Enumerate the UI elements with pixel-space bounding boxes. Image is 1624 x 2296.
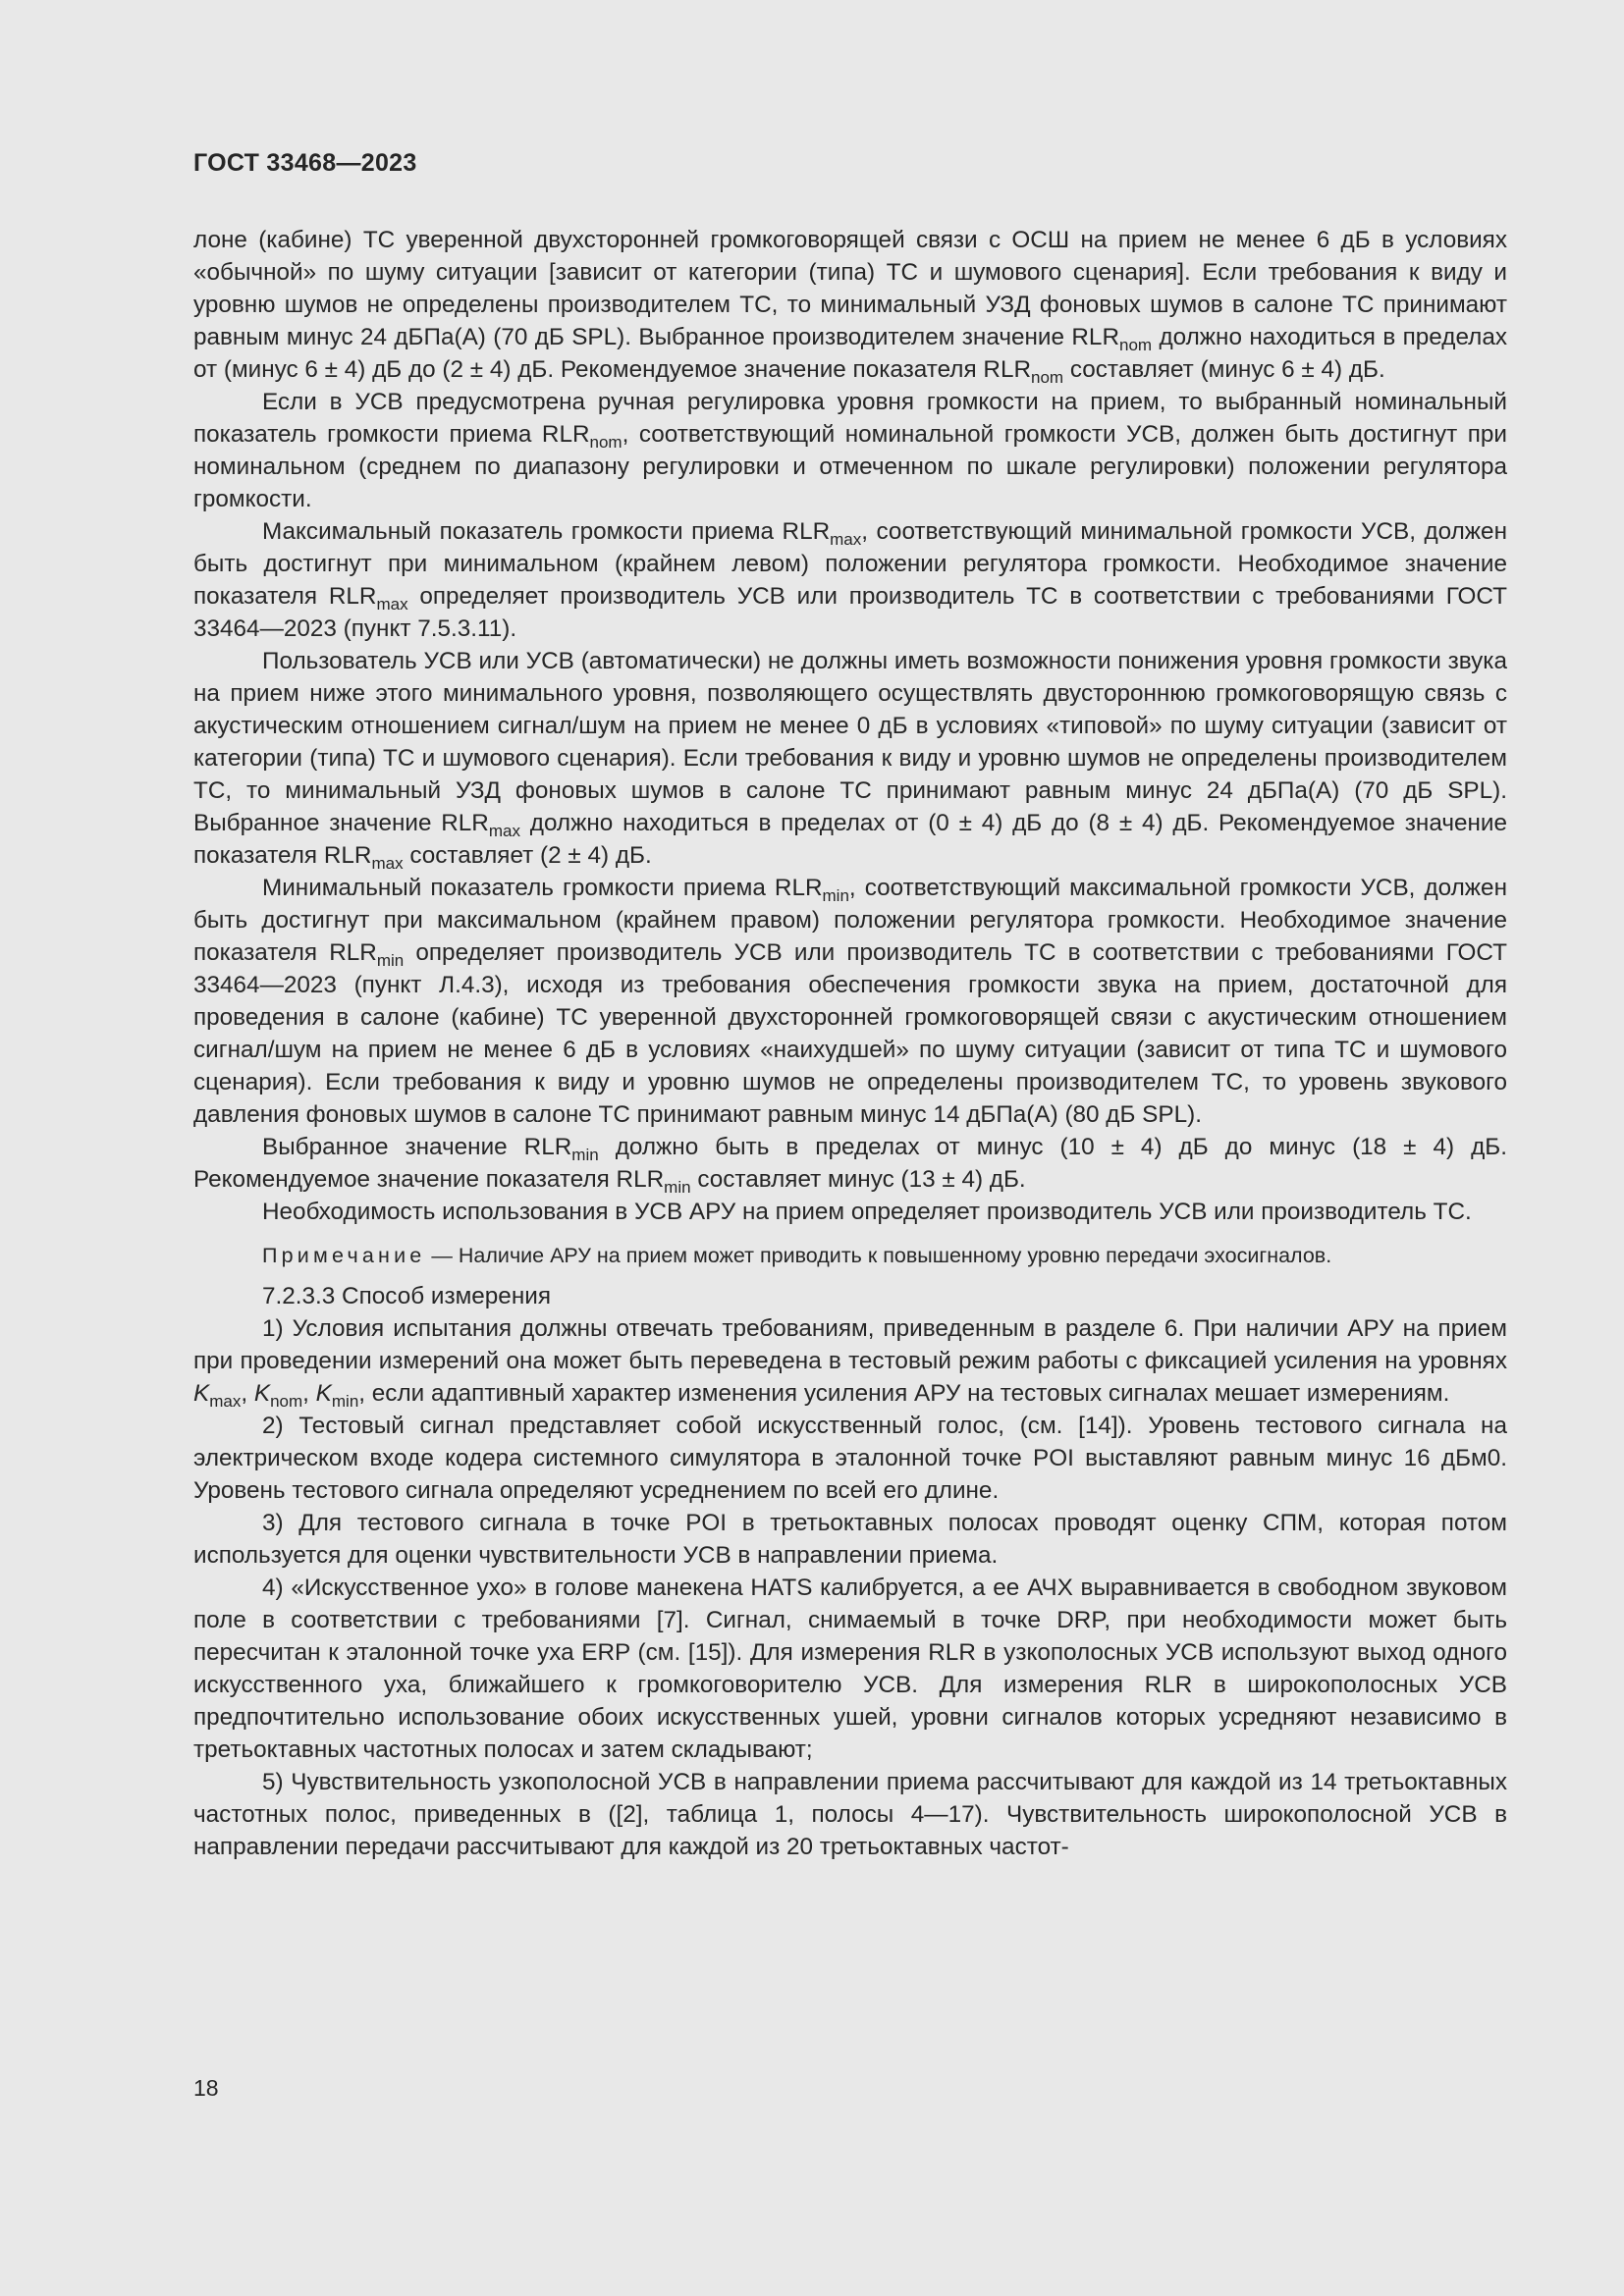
paragraph-6: Выбранное значение $RLR_{min}$ должно быть в пределах от минус (10 ± 4) дБ до минус (18 ± 4) дБ. Рекомендуемое значение показателя $RLR_{min}$ составляет минус (13 ± 4) дБ.: [193, 1134, 1507, 1197]
paragraph-4: Пользователь УСВ или УСВ (автоматически) не должны иметь возможности понижения уровня громкости звука на прием ниже этого минимального уровня, позволяющего осуществлять двустороннюю громкоговорящую связь с акустическим отношением сигнал/шум на прием не менее 0 дБ в условиях «типовой» по шуму ситуации (зависит от категории (типа) ТС и шумового сценария). Если требования к виду и уровню шумов не определены производителем ТС, то минимальный УЗД фоновых шумов в салоне ТС принимают равным минус 24 дБПа(А) (70 дБ SPL). Выбранное значение $RLR_{max}$ должно находиться в пределах от (0 ± 4) дБ до (8 ± 4) дБ. Рекомендуемое значение показателя $RLR_{max}$ составляет (2 ± 4) дБ.: [193, 648, 1507, 873]
document-header: ГОСТ 33468—2023: [193, 149, 417, 177]
list-item-1: 1) Условия испытания должны отвечать требованиям, приведенным в разделе 6. При наличии АРУ на прием при проведении измерений она может быть переведена в тестовый режим работы с фиксацией усиления на уровнях $K_{max}$, $K_{nom}$, $K_{min}$, если адаптивный характер изменения усиления АРУ на тестовых сигналах мешает измерениям.: [193, 1315, 1507, 1411]
paragraph-3: Максимальный показатель громкости приема $RLR_{max}$, соответствующий минимальной громкости УСВ, должен быть достигнут при минимальном (крайнем левом) положении регулятора громкости. Необходимое значение показателя $RLR_{max}$ определяет производитель УСВ или производитель ТС в соответствии с требованиями ГОСТ 33464—2023 (пункт 7.5.3.11).: [193, 518, 1507, 642]
page-body: [193, 224, 1507, 1863]
list-item-4: 4) «Искусственное ухо» в голове манекена HATS калибруется, а ее АЧХ выравнивается в свободном звуковом поле в соответствии с требованиями [7]. Сигнал, снимаемый в точке DRP, при необходимости может быть пересчитан к эталонной точке уха ERP (см. [15]). Для измерения RLR в узкополосных УСВ используют выход одного искусственного уха, ближайшего к громкоговорителю УСВ. Для измерения RLR в широкополосных УСВ предпочтительно использование обоих искусственных ушей, уровни сигналов которых усредняют независимо в третьоктавных частотных полосах и затем складывают;: [193, 1575, 1507, 1763]
page-number: 18: [193, 2075, 219, 2101]
paragraph-1: лоне (кабине) ТС уверенной двухсторонней громкоговорящей связи с ОСШ на прием не менее 6 дБ в условиях «обычной» по шуму ситуации [зависит от категории (типа) ТС и шумового сценария]. Если требования к виду и уровню шумов не определены производителем ТС, то минимальный УЗД фоновых шумов в салоне ТС принимают равным минус 24 дБПа(А) (70 дБ SPL). Выбранное производителем значение $RLR_{nom}$ должно находиться в пределах от (минус 6 ± 4) дБ до (2 ± 4) дБ. Рекомендуемое значение показателя $RLR_{nom}$ составляет (минус 6 ± 4) дБ.: [193, 227, 1507, 387]
note-label: Примечание: [262, 1244, 426, 1267]
note-text: — Наличие АРУ на прием может приводить к повышенному уровню передачи эхосигналов.: [425, 1244, 1332, 1267]
note: [193, 1240, 1507, 1272]
paragraph-7: Необходимость использования в УСВ АРУ на прием определяет производитель УСВ или производитель ТС.: [262, 1199, 1472, 1225]
section-heading: 7.2.3.3 Способ измерения: [262, 1283, 551, 1309]
list-item-3: 3) Для тестового сигнала в точке POI в третьоктавных полосах проводят оценку СПМ, которая потом используется для оценки чувствительности УСВ в направлении приема.: [193, 1510, 1507, 1569]
list-item-2: 2) Тестовый сигнал представляет собой искусственный голос, (см. [14]). Уровень тестового сигнала на электрическом входе кодера системного симулятора в эталонной точке POI выставляют равным минус 16 дБм0. Уровень тестового сигнала определяют усреднением по всей его длине.: [193, 1413, 1507, 1504]
list-item-5: 5) Чувствительность узкополосной УСВ в направлении приема рассчитывают для каждой из 14 третьоктавных частотных полос, приведенных в ([2], таблица 1, полосы 4—17). Чувствительность широкополосной УСВ в направлении передачи рассчитывают для каждой из 20 третьоктавных частот-: [193, 1769, 1507, 1860]
paragraph-5: Минимальный показатель громкости приема $RLR_{min}$, соответствующий максимальной громкости УСВ, должен быть достигнут при максимальном (крайнем правом) положении регулятора громкости. Необходимое значение показателя $RLR_{min}$ определяет производитель УСВ или производитель ТС в соответствии с требованиями ГОСТ 33464—2023 (пункт Л.4.3), исходя из требования обеспечения громкости звука на прием, достаточной для проведения в салоне (кабине) ТС уверенной двухсторонней громкоговорящей связи с акустическим отношением сигнал/шум на прием не менее 6 дБ в условиях «наихудшей» по шуму ситуации (зависит от типа ТС и шумового сценария). Если требования к виду и уровню шумов не определены производителем ТС, то уровень звукового давления фоновых шумов в салоне ТС принимают равным минус 14 дБПа(А) (80 дБ SPL).: [193, 875, 1507, 1128]
paragraph-2: Если в УСВ предусмотрена ручная регулировка уровня громкости на прием, то выбранный номинальный показатель громкости приема $RLR_{nom}$, соответствующий номинальной громкости УСВ, должен быть достигнут при номинальном (среднем по диапазону регулировки и отмеченном по шкале регулировки) положении регулятора громкости.: [193, 389, 1507, 512]
